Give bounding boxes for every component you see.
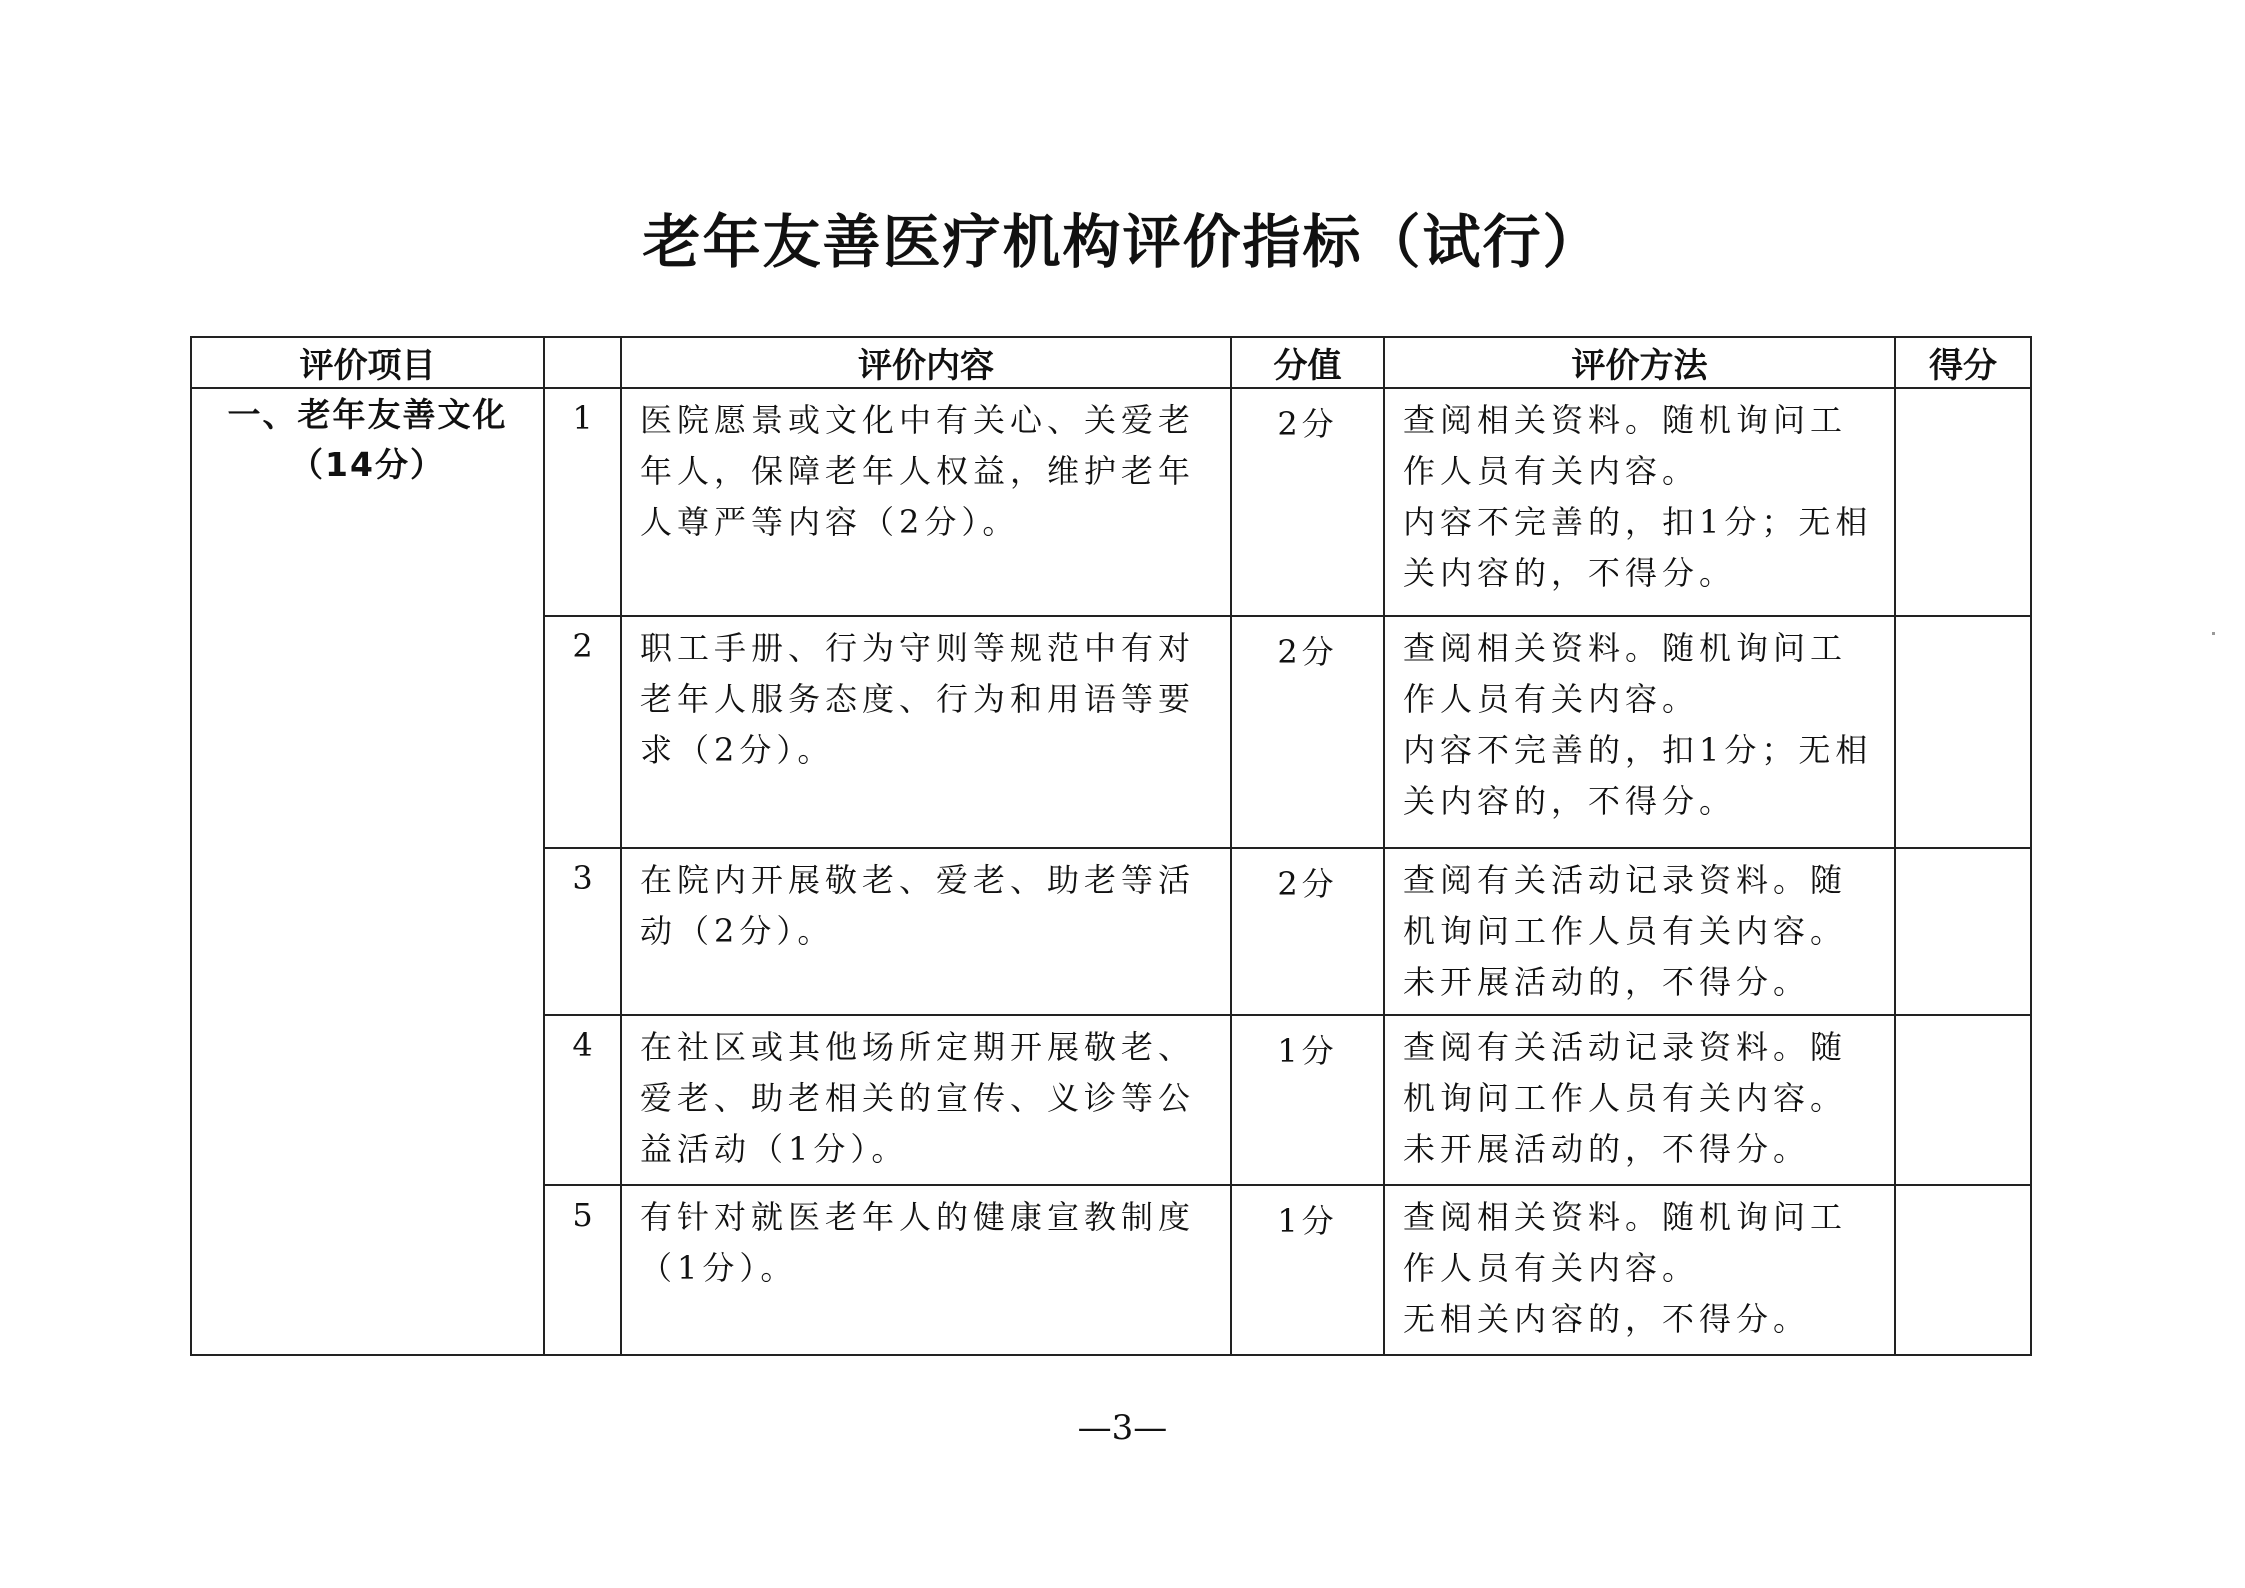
row-points: 1分 [1231,1015,1384,1185]
header-method: 评价方法 [1384,337,1895,388]
method-line: 查阅相关资料。随机询问工作人员有关内容。 [1403,401,1848,490]
method-line: 内容不完善的，扣1分；无相关内容的，不得分。 [1403,731,1873,820]
category-name: 一、老年友善文化 [227,395,508,434]
header-content: 评价内容 [621,337,1231,388]
row-number: 3 [544,848,621,1015]
method-line: 查阅相关资料。随机询问工作人员有关内容。 [1403,629,1848,718]
method-line: 未开展活动的，不得分。 [1403,1130,1811,1168]
method-line: 查阅有关活动记录资料。随机询问工作人员有关内容。 [1403,861,1848,950]
row-score-blank [1895,1015,2031,1185]
row-number: 5 [544,1185,621,1355]
method-line: 查阅相关资料。随机询问工作人员有关内容。 [1403,1198,1848,1287]
row-number: 2 [544,616,621,848]
row-content: 医院愿景或文化中有关心、关爱老年人，保障老年人权益，维护老年人尊严等内容（2分）。 [621,388,1231,616]
row-score-blank [1895,1185,2031,1355]
row-content: 在院内开展敬老、爱老、助老等活动（2分）。 [621,848,1231,1015]
header-number [544,337,621,388]
row-number: 4 [544,1015,621,1185]
row-points: 2分 [1231,388,1384,616]
header-points: 分值 [1231,337,1384,388]
row-method [1384,616,1895,848]
method-line: 无相关内容的，不得分。 [1403,1300,1811,1338]
row-points: 2分 [1231,848,1384,1015]
row-number: 1 [544,388,621,616]
row-score-blank [1895,848,2031,1015]
row-method [1384,1015,1895,1185]
row-method [1384,388,1895,616]
row-score-blank [1895,616,2031,848]
row-content: 职工手册、行为守则等规范中有对老年人服务态度、行为和用语等要求（2分）。 [621,616,1231,848]
document-title: 老年友善医疗机构评价指标（试行） [642,208,1603,276]
category-total: （14分） [290,445,445,484]
header-score: 得分 [1895,337,2031,388]
table-row [191,388,2031,616]
evaluation-table [190,336,2032,1356]
method-line: 未开展活动的，不得分。 [1403,963,1811,1001]
row-points: 1分 [1231,1185,1384,1355]
method-line: 内容不完善的，扣1分；无相关内容的，不得分。 [1403,503,1873,592]
scan-speck [2212,632,2215,635]
header-item: 评价项目 [191,337,544,388]
row-method [1384,848,1895,1015]
row-method [1384,1185,1895,1355]
row-content: 有针对就医老年人的健康宣教制度（1分）。 [621,1185,1231,1355]
category-cell [191,388,544,1355]
page-number: —3— [1077,1408,1168,1448]
row-content: 在社区或其他场所定期开展敬老、爱老、助老相关的宣传、义诊等公益活动（1分）。 [621,1015,1231,1185]
row-score-blank [1895,388,2031,616]
row-points: 2分 [1231,616,1384,848]
method-line: 查阅有关活动记录资料。随机询问工作人员有关内容。 [1403,1028,1848,1117]
table-header-row [191,337,2031,388]
